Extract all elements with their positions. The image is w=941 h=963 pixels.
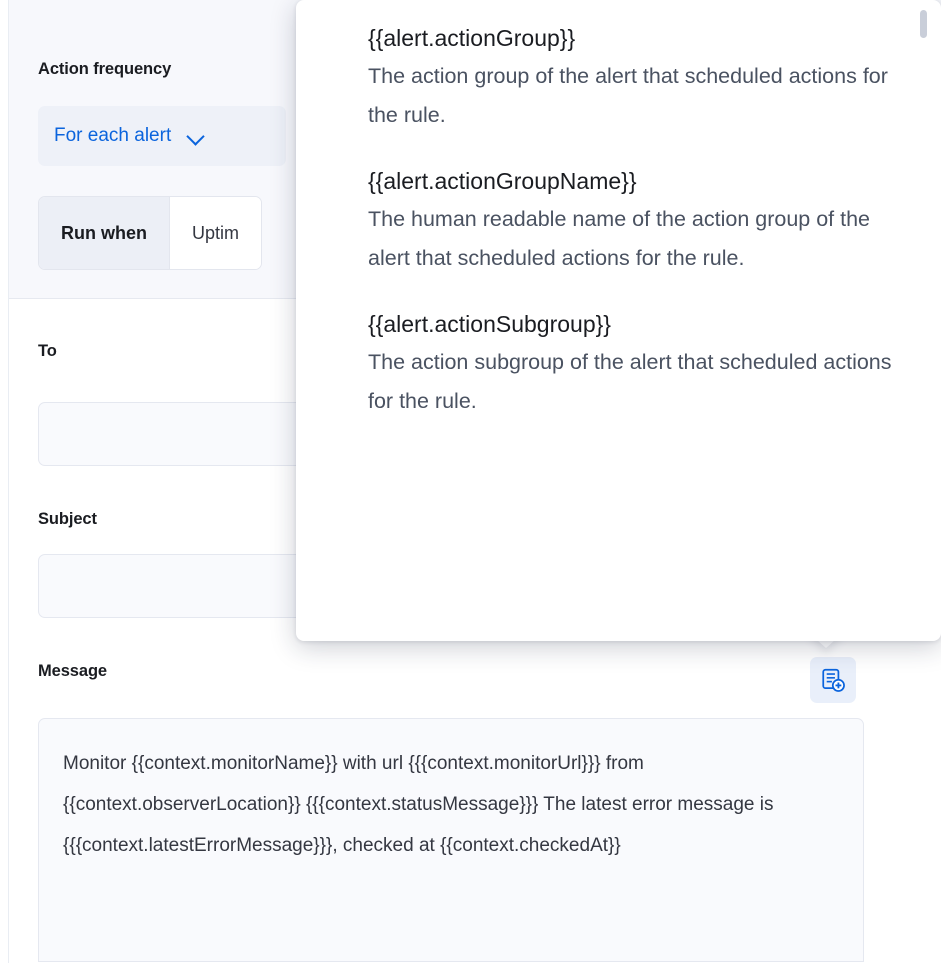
variable-description: The action group of the alert that scheduled actions for the rule. bbox=[368, 64, 888, 127]
action-frequency-selected-value: For each alert bbox=[54, 125, 172, 146]
run-when-value[interactable]: Uptim bbox=[169, 197, 261, 269]
chevron-down-icon bbox=[187, 126, 207, 146]
subject-label: Subject bbox=[38, 510, 97, 528]
list-item[interactable] bbox=[368, 308, 901, 421]
to-label: To bbox=[38, 342, 57, 360]
variable-name: {{alert.actionGroup}} bbox=[368, 25, 576, 51]
left-rail bbox=[0, 0, 9, 963]
action-frequency-select[interactable] bbox=[38, 106, 286, 166]
variable-description: The human readable name of the action group of the alert that scheduled actions for the rule. bbox=[368, 207, 871, 270]
variables-popover bbox=[296, 0, 941, 641]
variable-name: {{alert.actionGroupName}} bbox=[368, 168, 637, 194]
list-item[interactable] bbox=[368, 22, 901, 135]
run-when-segmented-control[interactable] bbox=[38, 196, 262, 270]
add-variable-button[interactable] bbox=[810, 657, 856, 703]
message-textarea[interactable]: Monitor {{context.monitorName}} with url {{{context.monitorUrl}}} from {{context.observerLocation}} {{{context.statusMessage}}} The latest error message is {{{context.latestErrorMessage}}}, checked at {{context.checkedAt}} bbox=[38, 718, 864, 962]
variable-name: {{alert.actionSubgroup}} bbox=[368, 311, 611, 337]
action-frequency-label: Action frequency bbox=[38, 60, 172, 78]
popover-scrollbar[interactable] bbox=[920, 10, 927, 38]
list-item[interactable] bbox=[368, 165, 901, 278]
variable-description: The action subgroup of the alert that scheduled actions for the rule. bbox=[368, 350, 892, 413]
message-label: Message bbox=[38, 662, 108, 680]
add-variable-icon bbox=[820, 667, 846, 693]
run-when-label: Run when bbox=[39, 197, 169, 269]
variables-list[interactable] bbox=[296, 0, 941, 641]
